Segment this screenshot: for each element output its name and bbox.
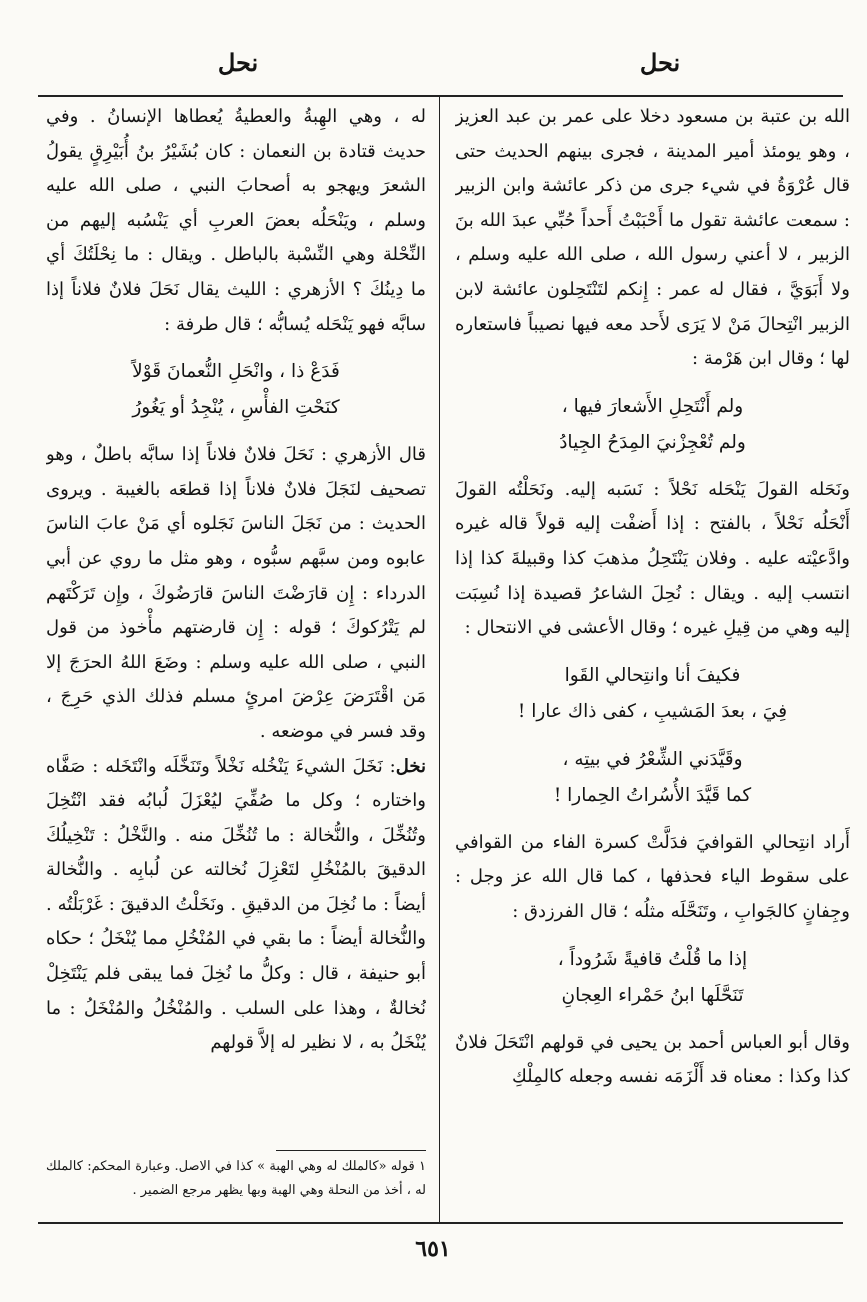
entry-paragraph <box>46 750 426 1061</box>
entry-headword: نخل <box>395 755 426 777</box>
running-header-left: نحل <box>217 48 259 77</box>
verse-hemistich: كما قَيَّدَ الأُسُراتُ الحِمارا ! <box>553 784 752 806</box>
paragraph: وقال أبو العباس أحمد بن يحيى في قولهم انْتَحَلَ فلانٌ كذا وكذا : معناه قد أَلْزَمَه نفسه وجعله كالمِلْكِ <box>455 1031 850 1088</box>
left-column <box>46 100 426 1218</box>
verse <box>455 742 850 814</box>
paragraph: أَراد انتِحالي القوافيَ فدَلَّتْ كسرة الفاء من القوافي على سقوط الياء فحذفها ، كما قال الله عز وجل : وجِفانٍ كالجَوابِ ، وتَنَحَّلَه مثلُه ؛ قال الفرزدق : <box>455 831 850 922</box>
paragraph: له ، وهي الهِبةُ والعطيةُ يُعطاها الإنسانُ . وفي حديث قتادة بن النعمان : كان بُشَيْرُ بنُ أُبَيْرِقٍ يقولُ الشعرَ ويهجو به أصحابَ النبي ، صلى الله عليه وسلم ، ويَنْحَلُه بعضَ العربِ أي يَنْسُبه إليهم من النِّحْلة وهي النِّسْبة بالباطل . ويقال : ما نِحْلَتُكَ أي ما دِينُكَ ؟ الأزهري : الليث يقال نَحَلَ فلانٌ فلاناً إذا سابَّه فهو يَنْحَله يُسابُّه ؛ قال طرفة : <box>46 106 426 335</box>
verse-hemistich: ولم تُعْجِزْنيَ المِدَحُ الجِيادُ <box>559 431 746 453</box>
verse <box>455 942 850 1014</box>
verse-hemistich: فَدَعْ ذا ، وانْحَلِ النُّعمانَ قَوْلاً <box>132 361 340 383</box>
paragraph: الله بن عتبة بن مسعود دخلا على عمر بن عبد العزيز ، وهو يومئذ أمير المدينة ، فجرى بينهم الحديث حتى قال عُرْوَةُ في شيء جرى من ذكر عائشة وابن الزبير : سمعت عائشة تقول ما أَحْبَبْتُ أَحداً حُبِّي عبدَ الله بنَ الزبير ، لا أعني رسول الله ، صلى الله عليه وسلم ، ولا أَبَوَيَّ ، فقال له عمر : إِنكم لتَنْتَحِلون عائشة لابن الزبير انْتِحالَ مَنْ لا يَرَى لأَحد معه فيها نصيباً فاستعاره لها ؛ وقال ابن هَرْمة : <box>455 106 850 370</box>
verse <box>46 354 426 426</box>
paragraph: ونَحَله القولَ يَنْحَله نَحْلاً : نَسَبه إليه. ونَحَلْتُه القولَ أَنْحَلُه نَحْلاً ، بالفتح : إذا أَضفْت إليه قولاً قاله غيره وادَّعيْته عليه . وفلان يَنْتَحِلُ مذهبَ كذا وقبيلةَ كذا إذا انتسب إليه . ويقال : نُحِلَ الشاعرُ قصيدة إذا نُسِبَت إليه وهي من قِيلِ غيره ؛ وقال الأعشى في الانتحال : <box>455 478 850 639</box>
verse-hemistich: كنَحْتِ الفأْسِ ، يُنْجِدُ أو يَغُورُ <box>132 397 340 419</box>
verse-hemistich: فِيَ ، بعدَ المَشيبِ ، كفى ذاك عارا ! <box>517 700 788 722</box>
verse-hemistich: فكيفَ أنا وانتِحالي القَوا <box>564 664 741 686</box>
running-header-right: نحل <box>639 48 681 77</box>
footer-rule <box>38 1222 843 1224</box>
footnote-area <box>46 1150 426 1203</box>
verse-hemistich: تَنَحَّلَها ابنُ حَمْراء العِجانِ <box>561 984 744 1006</box>
paragraph: قال الأزهري : نَحَلَ فلانٌ فلاناً إذا سابَّه باطلٌ ، وهو تصحيف لنَجَلَ فلانٌ فلاناً إذا قطعَه بالغيبة . ويروى الحديث : من نَجَلَ الناسَ نَجَلوه أي مَنْ عابَ الناسَ عابوه ومن سبَّهم سبُّوه ، وهو مثل ما روي عن أبي الدرداء : إِن قارَضْتَ الناسَ قارَضُوكَ ، وإِن تَرَكْتَهم لم يَتْرُكوكَ ؛ قوله : إِن قارضتهم مأْخوذ من قول النبي ، صلى الله عليه وسلم : وضَعَ اللهُ الحرَجَ إلا مَن اقْتَرَضَ عِرْضَ امرئٍ مسلم فذلك الذي حَرِجَ ، وقد فسر في موضعه . <box>46 444 426 742</box>
footnote-rule <box>276 1150 426 1151</box>
page-number: ٦٥١ <box>415 1236 451 1262</box>
footnote: ١ قوله «كالملك له وهي الهبة » كذا في الاصل. وعبارة المحكم: كالملك له ، أخذ من النحلة وهي الهبة وبها يظهر مرجع الضمير . <box>46 1159 426 1198</box>
entry-text: : نَخَلَ الشيءَ يَنْخُله نَخْلاً وتَنَخَّلَه وانْتَخَله : صَفَّاه واختاره ؛ وكل ما صُفِّيَ ليُعْزَلَ لُبابُه فقد انْتُخِلَ وتُنُخِّلَ ، والنُّخالة : ما تُنُخِّلَ منه . والنَّخْلُ : تَنْخِيلُكَ الدقيقَ بالمُنْخُلِ لتَعْزِلَ نُخالته عن لُبابِه . والنُّخالة أيضاً : ما نُخِلَ من الدقيقِ . ونَخَلْتُ الدقيقَ : غَرْبَلْتُه . والنُّخالة أيضاً : ما بقي في المُنْخُلِ مما يُنْخَلُ ؛ حكاه أبو حنيفة ، قال : وكلُّ ما نُخِلَ فما يبقى فلم يَنْتَخِلْ نُخالةٌ ، وهذا على السلب . والمُنْخُلُ والمُنْخَلُ : ما يُنْخَلُ به ، لا نظير له إلاَّ قولهم <box>46 755 426 1054</box>
header-rule <box>38 95 843 97</box>
column-divider <box>439 97 440 1222</box>
right-column <box>455 100 850 1218</box>
verse <box>455 389 850 461</box>
verse-hemistich: ولم أَنْتَحِلِ الأَشعارَ فيها ، <box>561 395 744 417</box>
verse <box>455 658 850 730</box>
verse-hemistich: وقَيَّدَني الشِّعْرُ في بيتِه ، <box>562 748 743 770</box>
verse-hemistich: إذا ما قُلْتُ قافيةً شَرُوداً ، <box>557 948 748 970</box>
